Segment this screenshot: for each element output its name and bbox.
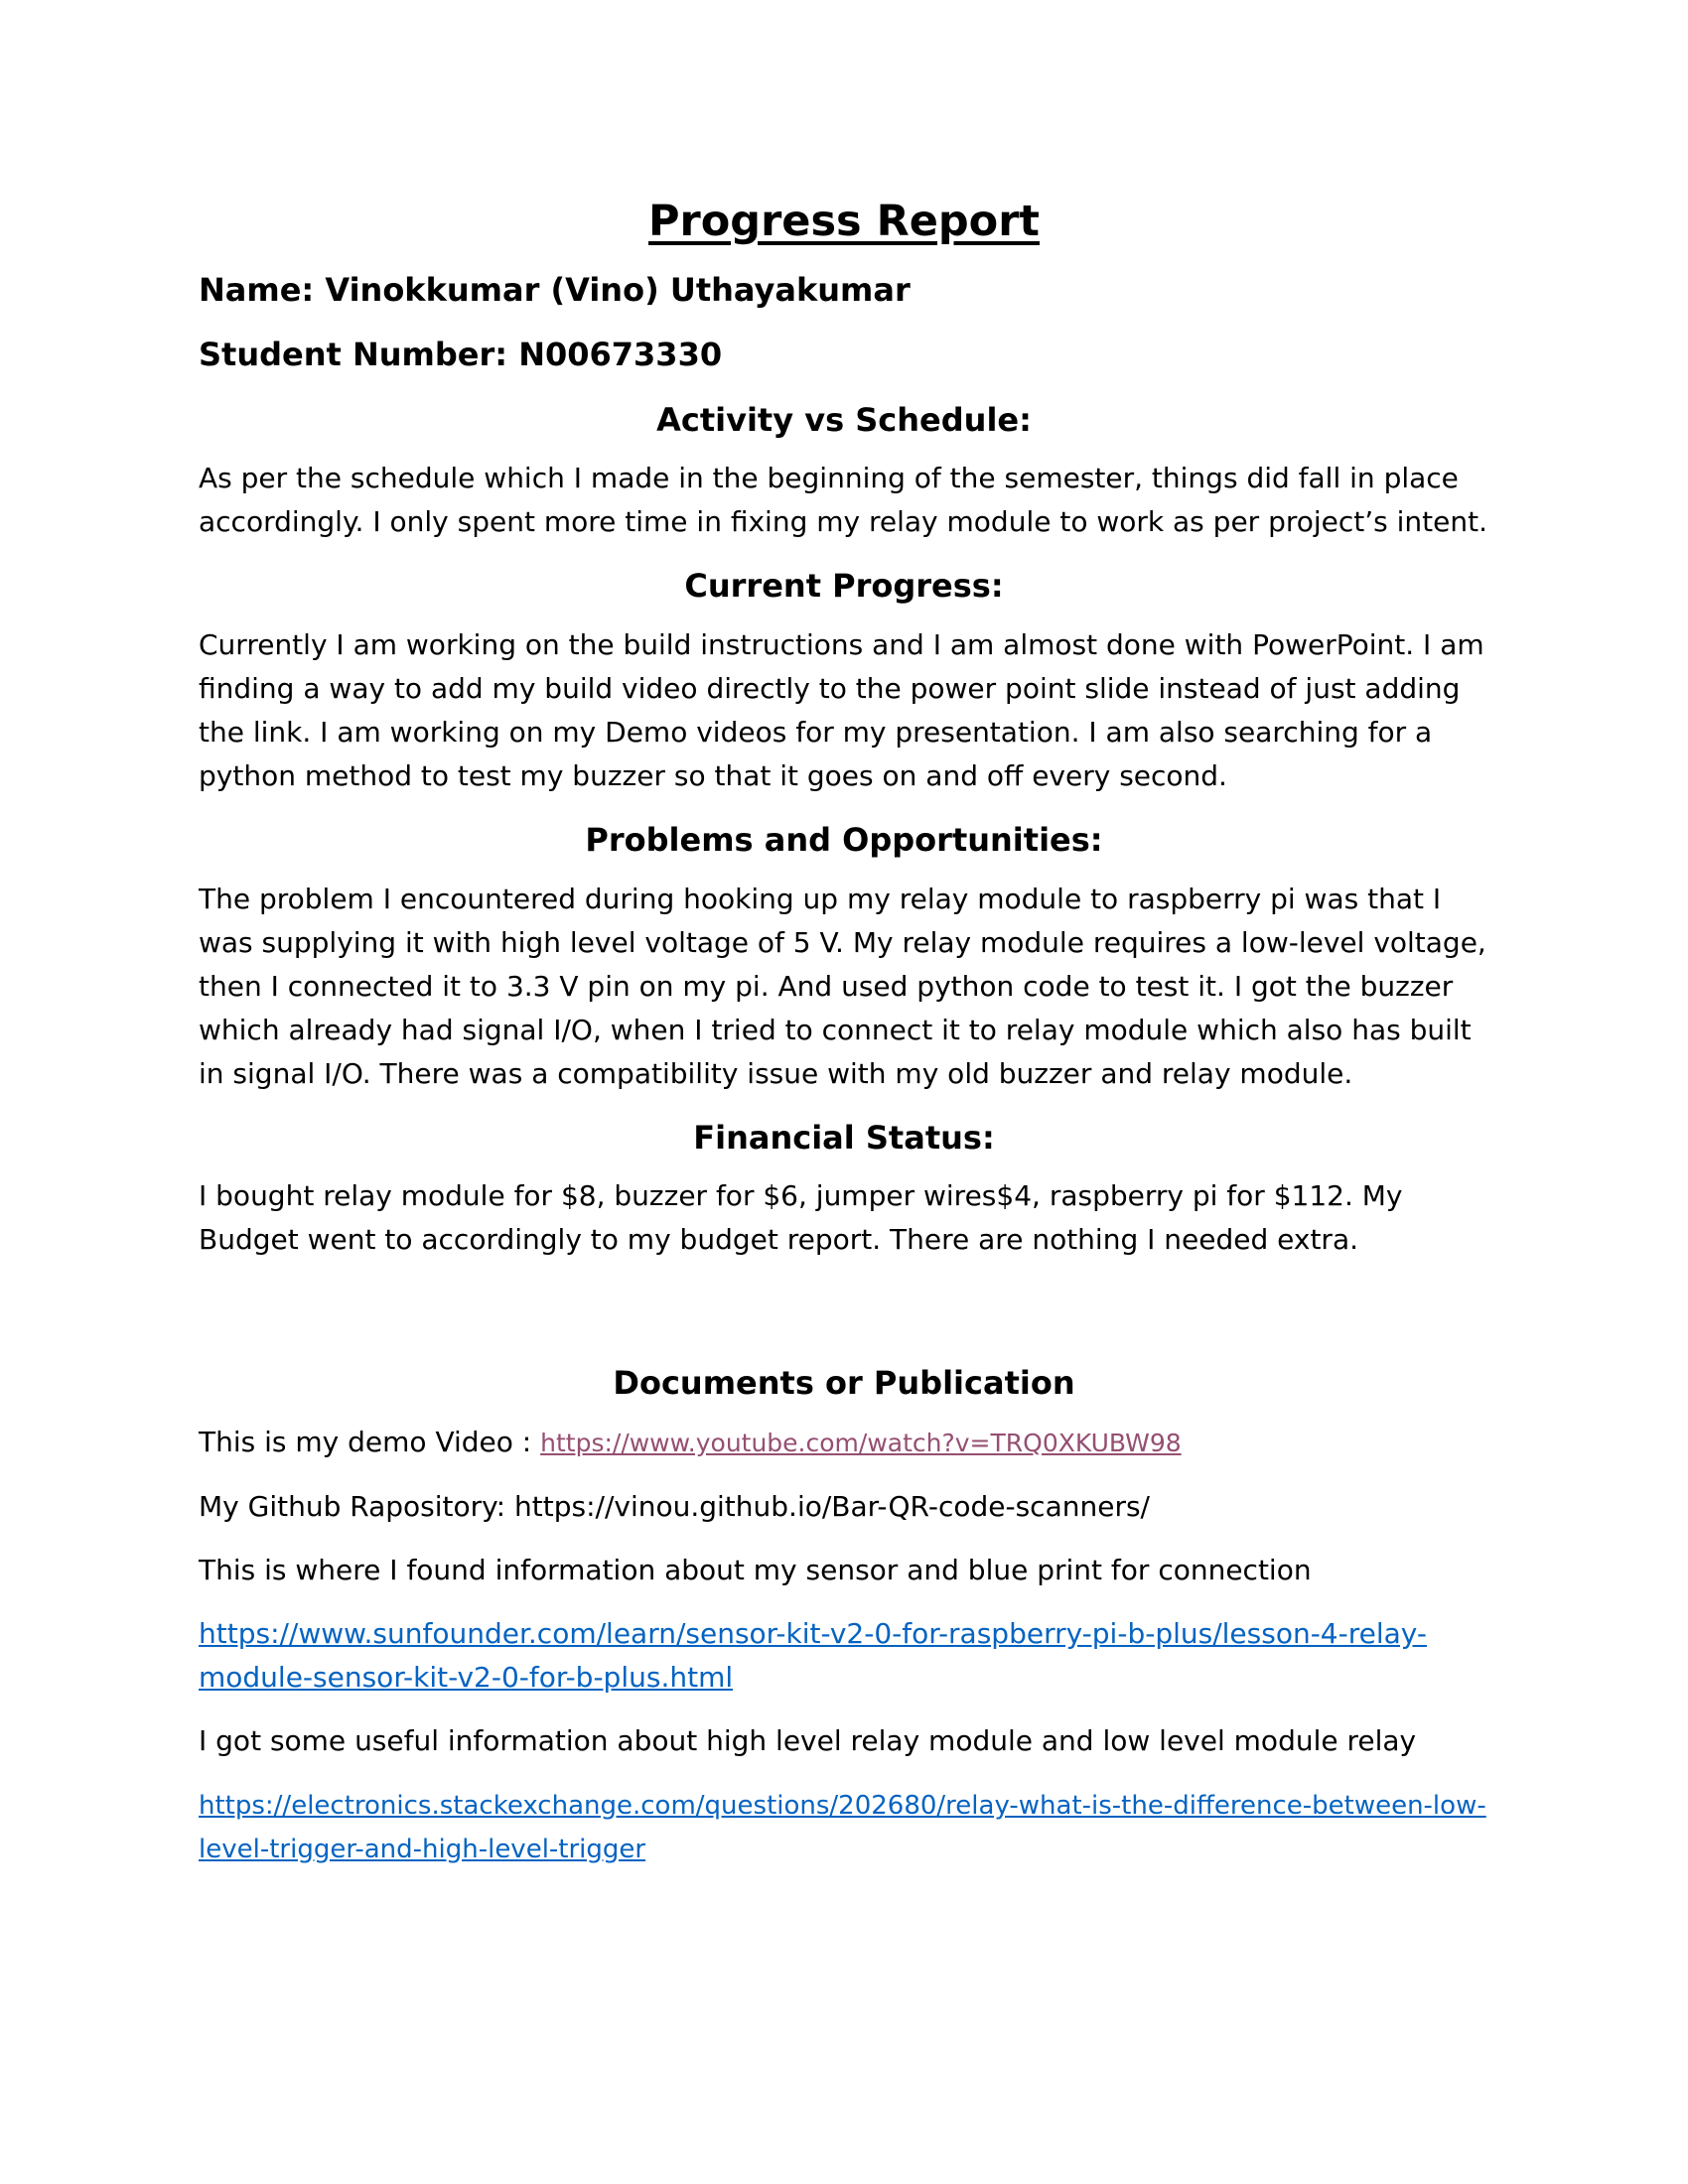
student-number: Student Number: N00673330 <box>199 336 723 374</box>
progress-text: Currently I am working on the build instructions and I am almost done with PowerPoint. I am finding a way to add my build video directly to the power point slide instead of just adding the link. I am working on my Demo videos for my presentation. I am also searching for a python method to test my buzzer so that it goes on and off every second. <box>199 627 1484 792</box>
documents-heading: Documents or Publication <box>613 1364 1075 1403</box>
relay-link-line <box>199 1783 1489 1870</box>
student-name: Name: Vinokkumar (Vino) Uthayakumar <box>199 270 911 309</box>
demo-video-link[interactable]: https://www.youtube.com/watch?v=TRQ0XKUBW98 <box>540 1428 1182 1457</box>
github-line: My Github Rapository: https://vinou.github.io/Bar-QR-code-scanners/ <box>199 1489 1150 1523</box>
relay-link[interactable]: https://electronics.stackexchange.com/questions/202680/relay-what-is-the-difference-between-low-level-trigger-and-high-level-trigger <box>199 1790 1486 1864</box>
relay-intro: I got some useful information about high level relay module and low level module relay <box>199 1723 1417 1757</box>
sensor-link-line <box>199 1612 1489 1700</box>
demo-video-label: This is my demo Video : <box>199 1425 541 1458</box>
page-title: Progress Report <box>648 197 1040 246</box>
financial-heading: Financial Status: <box>693 1118 995 1157</box>
problems-heading: Problems and Opportunities: <box>585 820 1103 859</box>
activity-text: As per the schedule which I made in the beginning of the semester, things did fall in place accordingly. I only spent more time in fixing my relay module to work as per project’s intent. <box>199 462 1488 539</box>
sensor-link[interactable]: https://www.sunfounder.com/learn/sensor-kit-v2-0-for-raspberry-pi-b-plus/lesson-4-relay-module-sensor-kit-v2-0-for-b-plus.html <box>199 1616 1427 1694</box>
financial-text: I bought relay module for $8, buzzer for $6, jumper wires$4, raspberry pi for $112. My Budget went to accordingly to my budget report. There are nothing I needed extra. <box>199 1179 1403 1257</box>
document-body <box>199 197 1489 1890</box>
activity-heading: Activity vs Schedule: <box>656 400 1032 439</box>
demo-video-line <box>199 1421 1489 1465</box>
progress-heading: Current Progress: <box>684 567 1004 606</box>
problems-text: The problem I encountered during hooking up my relay module to raspberry pi was that I was supplying it with high level voltage of 5 V. My relay module requires a low-level voltage, then I connected it to 3.3 V pin on my pi. And used python code to test it. I got the buzzer which already had signal I/O, when I tried to connect it to relay module which also has built in signal I/O. There was a compatibility issue with my old buzzer and relay module. <box>199 882 1486 1090</box>
section-spacer <box>199 1284 1489 1363</box>
sensor-intro: This is where I found information about my sensor and blue print for connection <box>199 1553 1312 1586</box>
